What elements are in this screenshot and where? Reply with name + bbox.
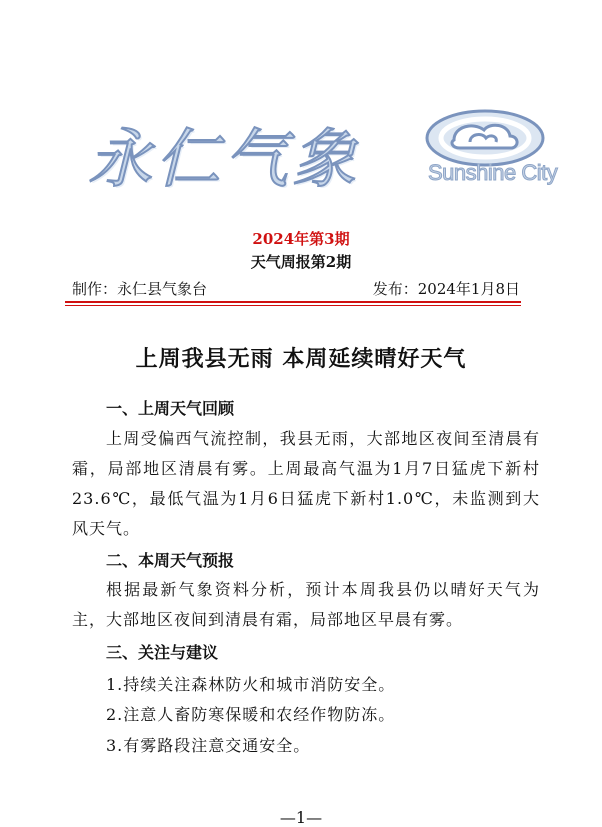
masthead	[0, 0, 602, 220]
page-number: —1—	[279, 808, 323, 827]
weekly-issue-number: 天气周报第2期	[250, 253, 352, 271]
red-divider-thick	[65, 301, 521, 303]
review-paragraph: 上周受偏西气流控制，我县无雨，大部地区夜间至清晨有霜，局部地区清晨有雾。上周最高气温为1月7日猛虎下新村23.6℃，最低气温为1月6日猛虎下新村1.0℃，未监测到大风天气。	[72, 429, 540, 538]
advice-item: 1.持续关注森林防火和城市消防安全。	[106, 675, 396, 694]
year-issue-number: 2024年第3期	[252, 230, 350, 248]
logo-text: Sunshine City	[428, 160, 558, 185]
section-forecast-title: 二、本周天气预报	[106, 551, 235, 570]
section-review-title: 一、上周天气回顾	[106, 399, 235, 418]
masthead-title: 永仁气象	[88, 123, 360, 197]
forecast-paragraph: 根据最新气象资料分析，预计本周我县仍以晴好天气为主，大部地区夜间到清晨有霜，局部地区早晨有雾。	[72, 580, 540, 629]
red-divider-thin	[65, 305, 521, 306]
producer-text: 制作：永仁县气象台	[72, 280, 208, 298]
page-title: 上周我县无雨 本周延续晴好天气	[135, 346, 467, 372]
advice-item: 2.注意人畜防寒保暖和农经作物防冻。	[106, 705, 396, 724]
release-date-text: 发布：2024年1月8日	[372, 280, 520, 298]
section-advice-title: 三、关注与建议	[106, 643, 219, 662]
advice-item: 3.有雾路段注意交通安全。	[106, 736, 311, 755]
